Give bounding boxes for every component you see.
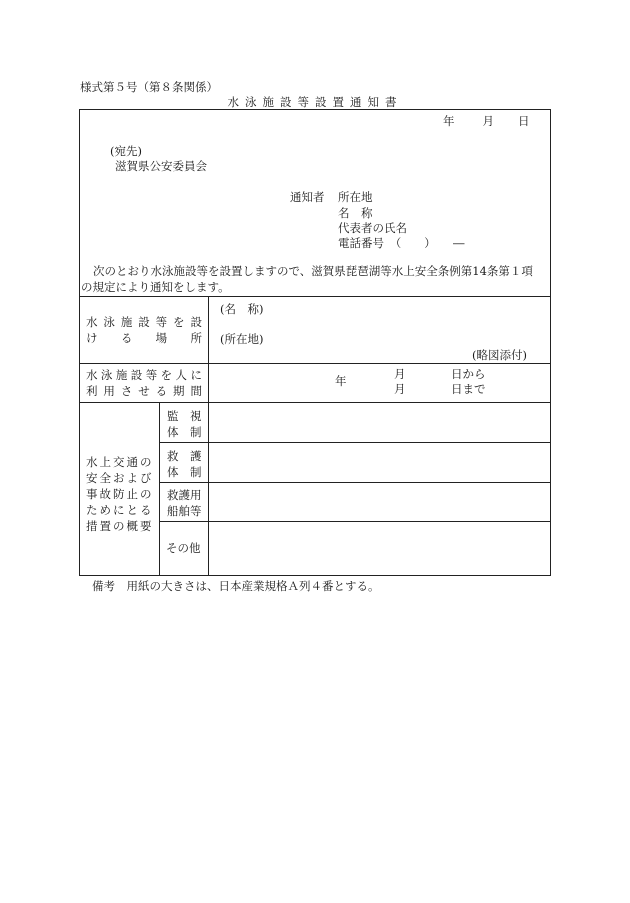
location-address-field[interactable]: (所在地): [220, 332, 264, 346]
notifier-label: 通知者: [290, 190, 325, 204]
period-label-line1: 水 泳 施 設 等 を 人 に: [86, 368, 202, 382]
period-start-month[interactable]: 月: [394, 367, 406, 381]
sub-label-other: その他: [166, 541, 201, 555]
measures-label: 水上交通の 安全および 事故防止の ためにとる 措置の概要: [86, 455, 154, 533]
date-month: 月: [482, 114, 494, 128]
addressee-prefix: (宛先): [110, 144, 142, 158]
location-label-line1: 水 泳 施 設 等 を 設: [86, 315, 202, 329]
notifier-name-label: 名 称: [338, 206, 373, 220]
period-year[interactable]: 年: [335, 374, 347, 388]
map-attachment-note: (略図添付): [472, 348, 527, 362]
monitoring-field[interactable]: [209, 403, 549, 441]
sub-label-rescue-boats: 救護用 船舶等: [167, 488, 202, 518]
row-divider-1: [80, 363, 550, 364]
period-end-month[interactable]: 月: [394, 382, 406, 396]
document-title: 水泳施設等設置通知書: [227, 95, 403, 109]
rescue-boats-field[interactable]: [209, 483, 549, 520]
sub-label-rescue: 救 護 体 制: [167, 449, 202, 479]
location-label-line2: け る 場 所: [86, 331, 202, 345]
date-year: 年: [443, 114, 455, 128]
date-line: [443, 116, 530, 128]
notifier-phone-label: 電話番号 （ ） ―: [338, 236, 465, 250]
notifier-address-label: 所在地: [338, 190, 373, 204]
period-start-day[interactable]: 日から: [451, 367, 486, 381]
col-divider-sublabel: [159, 402, 160, 576]
other-field[interactable]: [209, 522, 549, 575]
notifier-representative-label: 代表者の氏名: [338, 221, 407, 235]
body-text-line1: 次のとおり水泳施設等を設置しますので、滋賀県琵琶湖等水上安全条例第14条第１項: [93, 264, 533, 278]
body-text-line2: の規定により通知をします。: [81, 280, 230, 294]
addressee-name: 滋賀県公安委員会: [115, 159, 207, 173]
location-name-field[interactable]: (名 称): [220, 302, 264, 316]
footer-note: 備考 用紙の大きさは、日本産業規格Ａ列４番とする。: [92, 579, 380, 593]
col-divider-upper: [208, 296, 209, 402]
form-frame: [79, 109, 551, 576]
table-top-line: [80, 296, 550, 297]
rescue-field[interactable]: [209, 443, 549, 481]
period-label-line2: 利 用 さ せ る 期 間: [86, 384, 202, 398]
period-end-day[interactable]: 日まで: [451, 382, 486, 396]
sub-label-monitoring: 監 視 体 制: [167, 409, 202, 439]
date-day: 日: [518, 114, 530, 128]
form-number: 様式第５号（第８条関係）: [80, 80, 218, 94]
